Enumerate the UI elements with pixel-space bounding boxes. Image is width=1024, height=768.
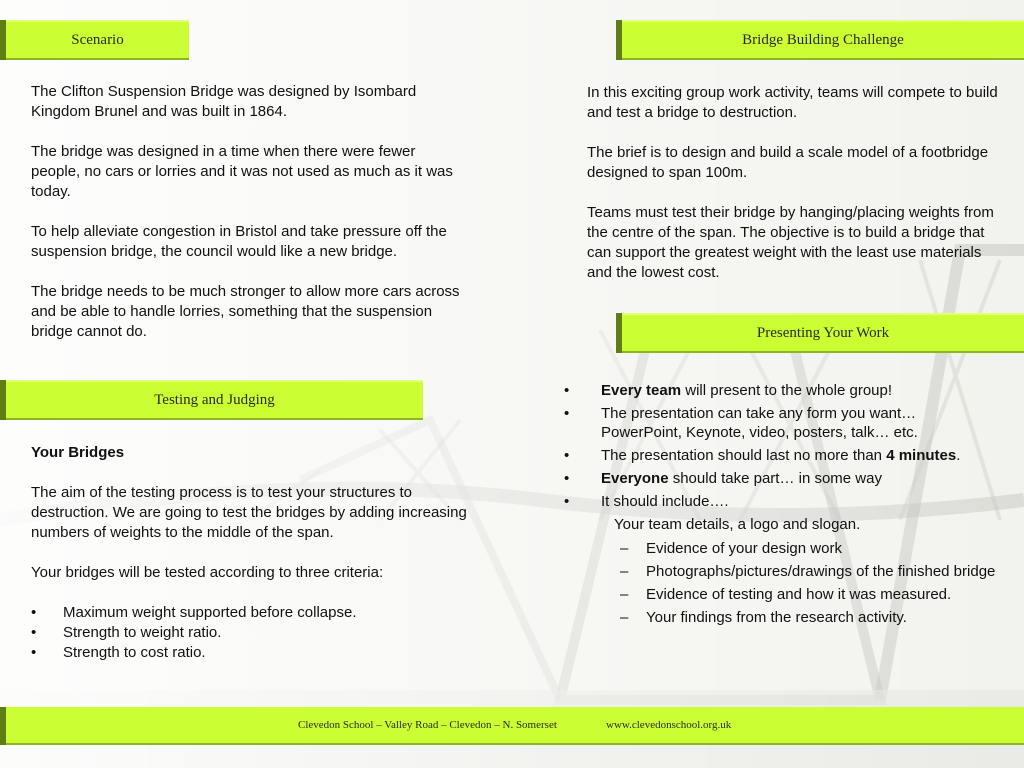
scenario-text xyxy=(31,82,463,342)
criteria-item: • Maximum weight supported before collapse. xyxy=(31,603,471,623)
include-item-text: Photographs/pictures/drawings of the finished bridge xyxy=(646,563,996,580)
bullet-glyph: • xyxy=(564,405,570,422)
presenting-item-5-text: It should include…. xyxy=(601,493,729,510)
criteria-item: • Strength to cost ratio. xyxy=(31,643,471,663)
include-item-text: Your findings from the research activity. xyxy=(646,609,907,626)
scenario-paragraph-3: To help alleviate congestion in Bristol and take pressure off the suspension bridge, the council would like a new bridge. xyxy=(31,223,447,260)
footer-website-link[interactable]: www.clevedonschool.org.uk xyxy=(606,719,732,731)
criteria-list xyxy=(31,603,471,663)
testing-heading: Your Bridges xyxy=(31,444,125,461)
challenge-paragraph-2: The brief is to design and build a scale model of a footbridge designed to span 100m. xyxy=(587,144,989,181)
dash-glyph: – xyxy=(620,586,629,603)
include-list xyxy=(564,539,1000,628)
footer-banner xyxy=(0,707,1024,745)
include-item xyxy=(564,608,1000,628)
testing-paragraph-1: The aim of the testing process is to test your structures to destruction. We are going to test the bridges by adding increasing numbers of weights to the middle of the span. xyxy=(31,484,467,541)
presenting-item xyxy=(564,404,1000,442)
footer-address: Clevedon School – Valley Road – Clevedon – N. Somerset xyxy=(298,719,557,731)
scenario-paragraph-1: The Clifton Suspension Bridge was designed by Isombard Kingdom Brunel and was built in 1864. xyxy=(31,83,417,120)
bullet-glyph: • xyxy=(564,470,570,487)
presenting-item xyxy=(564,469,1000,488)
banner-testing-label: Testing and Judging xyxy=(154,391,275,408)
include-item xyxy=(564,562,1000,582)
presenting-item xyxy=(564,381,1000,400)
banner-presenting-label: Presenting Your Work xyxy=(756,324,890,341)
bullet-glyph: • xyxy=(564,493,570,510)
presenting-item-4-text: should take part… in some way xyxy=(668,470,882,487)
presenting-item-3-text: The presentation should last no more than xyxy=(601,447,887,464)
dash-glyph: – xyxy=(620,540,629,557)
presenting-item-1-bold: Every team xyxy=(601,382,682,399)
banner-bridge-building-challenge xyxy=(616,20,1024,60)
scenario-paragraph-2: The bridge was designed in a time when there were fewer people, no cars or lorries and it was not used as much as it was today. xyxy=(31,143,453,200)
include-intro: Your team details, a logo and slogan. xyxy=(614,516,861,533)
banner-testing-and-judging xyxy=(0,380,423,420)
include-item-text: Evidence of your design work xyxy=(646,540,842,557)
dash-glyph: – xyxy=(620,563,629,580)
banner-presenting-your-work xyxy=(616,313,1024,353)
presenting-text xyxy=(564,381,1000,631)
challenge-paragraph-1: In this exciting group work activity, teams will compete to build and test a bridge to destruction. xyxy=(587,84,998,121)
include-item xyxy=(564,539,1000,559)
banner-bridge-challenge-label: Bridge Building Challenge xyxy=(742,31,904,48)
presenting-item-3-bold: 4 minutes xyxy=(886,447,957,464)
testing-text xyxy=(31,443,471,663)
presenting-item-4-bold: Everyone xyxy=(601,470,669,487)
include-item-text: Evidence of testing and how it was measured. xyxy=(646,586,952,603)
banner-scenario xyxy=(0,20,189,60)
presenting-item-3-end: . xyxy=(956,447,961,464)
dash-glyph: – xyxy=(620,609,629,626)
presenting-item xyxy=(564,446,1000,465)
presenting-item-1-text: will present to the whole group! xyxy=(681,382,893,399)
challenge-paragraph-3: Teams must test their bridge by hanging/placing weights from the centre of the span. The objective is to build a bridge that can support the greatest weight with the least use materials and the lowest cost. xyxy=(587,204,994,281)
bullet-glyph: • xyxy=(564,382,570,399)
include-item xyxy=(564,585,1000,605)
presenting-list xyxy=(564,381,1000,511)
criteria-item: • Strength to weight ratio. xyxy=(31,623,471,643)
presenting-item-2-text: The presentation can take any form you want… PowerPoint, Keynote, video, posters, talk… etc. xyxy=(601,405,918,441)
banner-scenario-label: Scenario xyxy=(71,31,124,48)
bullet-glyph: • xyxy=(564,447,570,464)
presenting-item xyxy=(564,492,1000,511)
testing-paragraph-2: Your bridges will be tested according to three criteria: xyxy=(31,564,384,581)
challenge-text xyxy=(587,83,1007,283)
scenario-paragraph-4: The bridge needs to be much stronger to allow more cars across and be able to handle lorries, something that the suspension bridge cannot do. xyxy=(31,283,460,340)
